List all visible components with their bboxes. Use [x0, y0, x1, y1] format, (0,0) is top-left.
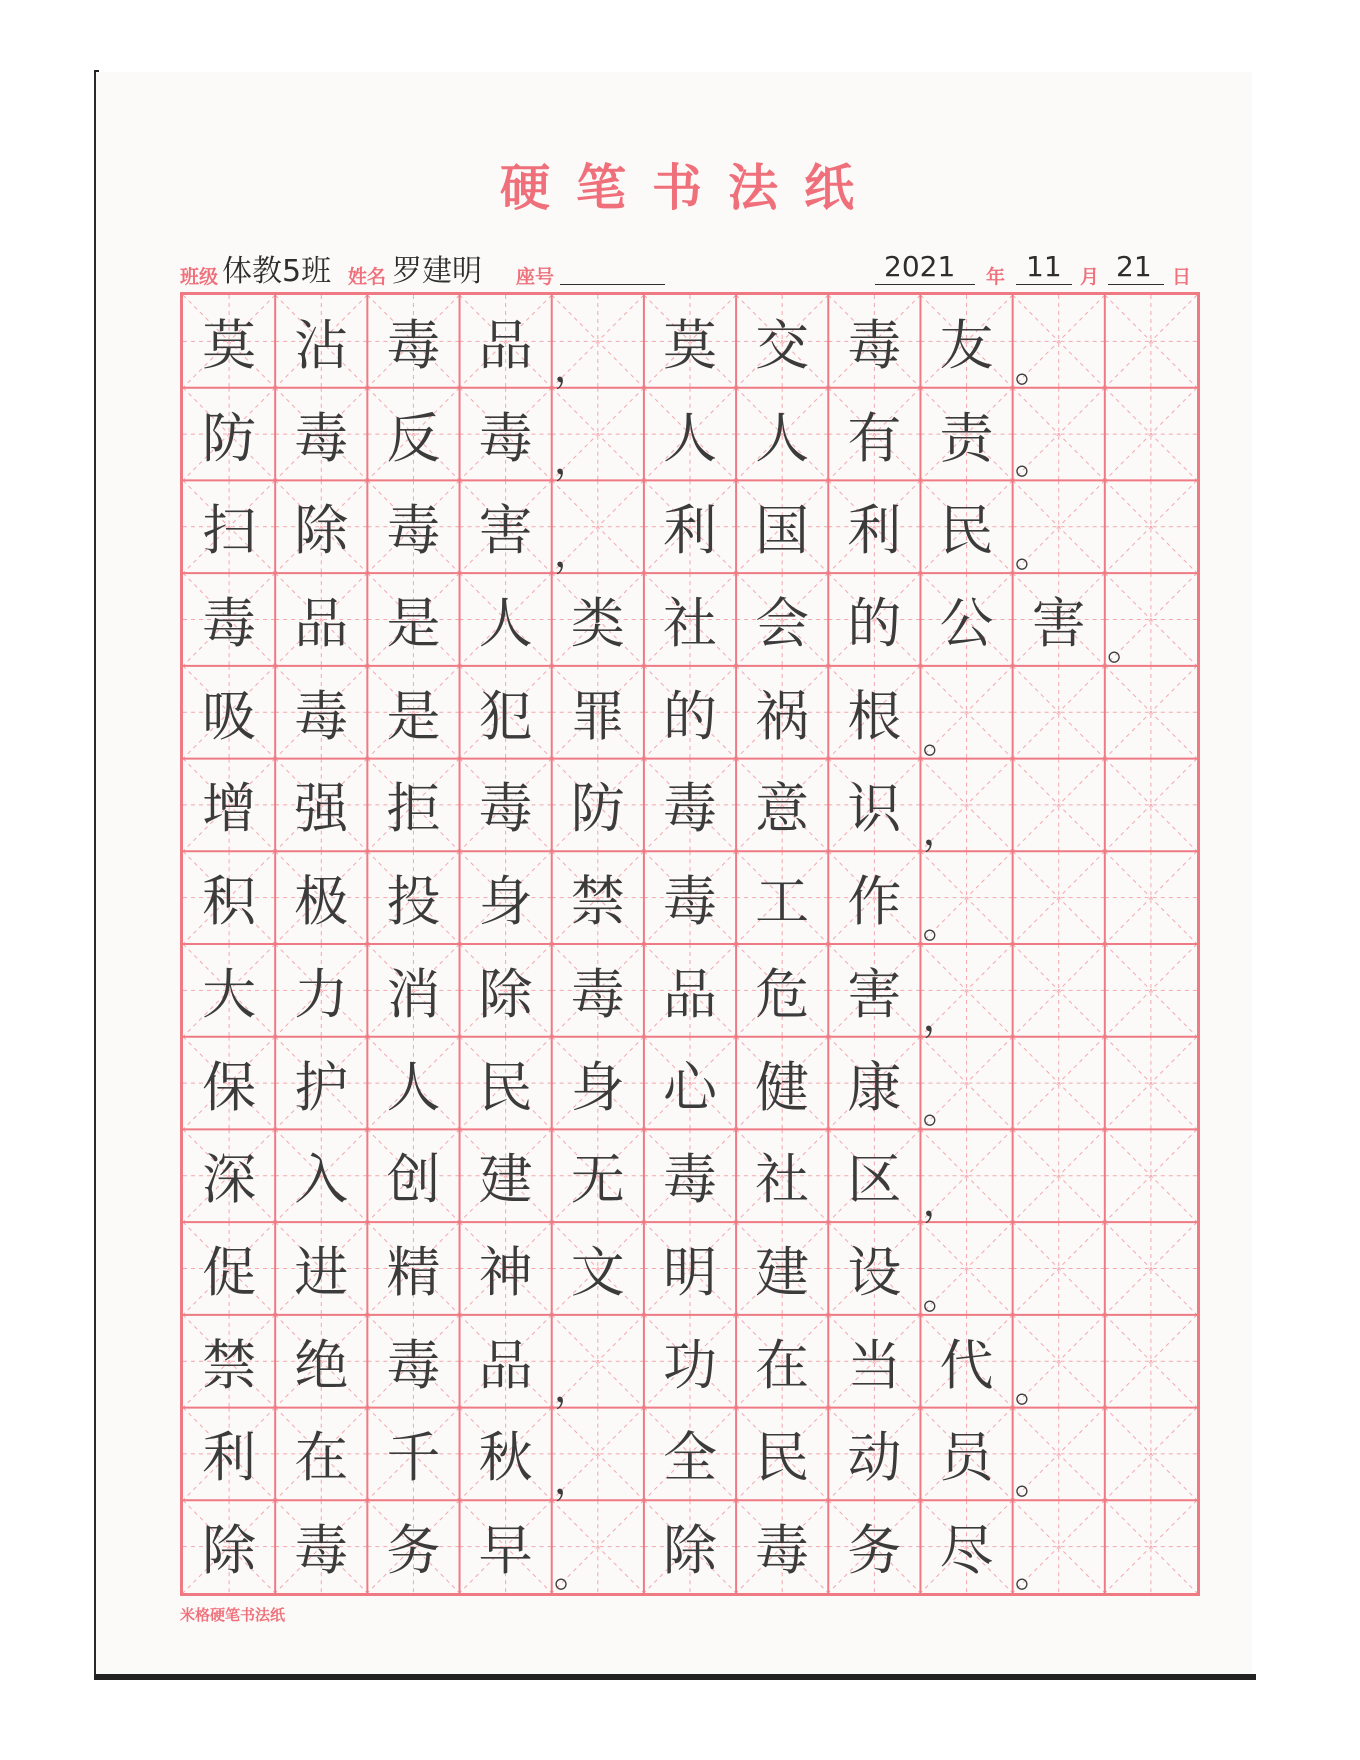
handwritten-char: 民: [939, 499, 994, 563]
handwritten-char: 毒: [478, 406, 533, 470]
comma-mark: ，: [553, 530, 594, 577]
handwritten-char: [1105, 759, 1197, 852]
month-value: 11: [1026, 250, 1062, 283]
handwritten-char: 员: [939, 1426, 994, 1490]
handwritten-char: 无: [570, 1148, 625, 1212]
comma-mark: ，: [553, 1457, 594, 1504]
handwritten-char: 心: [662, 1055, 717, 1119]
handwritten-char: 类: [570, 591, 625, 655]
comma-mark: ，: [553, 1364, 594, 1411]
handwritten-char: 扫: [202, 499, 257, 563]
handwritten-char: 除: [662, 1519, 717, 1583]
text-row: [183, 1129, 1197, 1226]
handwritten-char: 毒: [570, 962, 625, 1026]
handwritten-char: 利: [847, 499, 902, 563]
handwritten-char: [1013, 1222, 1105, 1315]
handwritten-char: 是: [386, 591, 441, 655]
handwritten-char: [1013, 944, 1105, 1037]
handwritten-char: 创: [386, 1148, 441, 1212]
seat-label: 座号: [516, 266, 555, 288]
handwritten-char: 意: [755, 777, 810, 841]
handwritten-char: 毒: [755, 1519, 810, 1583]
handwritten-char: [1013, 759, 1105, 852]
text-row: [183, 1408, 1197, 1504]
handwritten-char: 毒: [294, 1519, 349, 1583]
handwritten-char: 功: [662, 1333, 717, 1397]
handwritten-char: 民: [755, 1426, 810, 1490]
handwritten-char: [1105, 1315, 1197, 1408]
month-label: 月: [1080, 266, 1100, 288]
handwritten-char: 害: [478, 499, 533, 563]
text-row: [183, 388, 1197, 484]
handwritten-char: 除: [294, 499, 349, 563]
handwritten-char: 强: [294, 777, 349, 841]
handwritten-char: 建: [478, 1148, 533, 1212]
handwritten-char: 动: [847, 1426, 902, 1490]
handwritten-char: 建: [755, 1240, 810, 1304]
handwritten-char: 利: [202, 1426, 257, 1490]
handwritten-char: 人: [478, 591, 533, 655]
handwritten-char: 护: [294, 1055, 349, 1119]
handwritten-char: 身: [570, 1055, 625, 1119]
text-row: [183, 1315, 1197, 1411]
handwritten-char: 保: [202, 1055, 257, 1119]
year-underline: [875, 284, 975, 285]
handwritten-char: 全: [662, 1426, 717, 1490]
end-punctuation: 。: [922, 715, 963, 762]
handwritten-char: 在: [294, 1426, 349, 1490]
handwritten-char: 交: [755, 313, 810, 377]
handwritten-char: 入: [294, 1148, 349, 1212]
handwritten-char: 毒: [662, 870, 717, 934]
handwritten-char: 品: [662, 962, 717, 1026]
handwritten-char: 增: [202, 777, 257, 841]
handwritten-char: 害: [1031, 591, 1086, 655]
handwritten-char: [1105, 1500, 1197, 1593]
day-label: 日: [1172, 266, 1192, 288]
handwritten-char: 反: [386, 406, 441, 470]
class-value: 体教5班: [222, 254, 332, 289]
handwritten-char: 毒: [294, 406, 349, 470]
handwritten-char: 品: [478, 1333, 533, 1397]
handwritten-char: [1105, 295, 1197, 388]
handwritten-char: 友: [939, 313, 994, 377]
handwritten-char: 国: [755, 499, 810, 563]
handwritten-char: 品: [478, 313, 533, 377]
name-value: 罗建明: [392, 254, 482, 289]
handwritten-char: 毒: [294, 684, 349, 748]
handwritten-char: 设: [847, 1240, 902, 1304]
end-punctuation: 。: [922, 1271, 963, 1318]
page-title: 硬笔书法纸: [500, 158, 880, 217]
handwritten-char: 务: [847, 1519, 902, 1583]
handwritten-char: 明: [662, 1240, 717, 1304]
handwritten-char: 当: [847, 1333, 902, 1397]
handwritten-char: 祸: [755, 684, 810, 748]
scan-edge-bottom: [94, 1674, 1256, 1680]
class-label: 班级: [180, 266, 219, 288]
handwritten-char: 进: [294, 1240, 349, 1304]
end-punctuation: 。: [1014, 437, 1055, 484]
text-row: [183, 295, 1197, 391]
handwritten-char: 拒: [386, 777, 441, 841]
handwritten-char: 绝: [294, 1333, 349, 1397]
text-row: [183, 480, 1197, 577]
handwritten-char: 康: [847, 1055, 902, 1119]
text-row: [183, 1037, 1197, 1133]
end-punctuation: ，: [922, 993, 963, 1040]
rice-grid: [180, 292, 1200, 1596]
handwritten-char: 利: [662, 499, 717, 563]
end-punctuation: 。: [1014, 1457, 1055, 1504]
handwritten-char: 根: [847, 684, 902, 748]
handwritten-char: 防: [570, 777, 625, 841]
month-underline: [1016, 284, 1072, 285]
header-row: [180, 246, 1200, 289]
text-row: [183, 851, 1197, 947]
handwritten-char: 识: [847, 777, 902, 841]
seat-underline: [560, 284, 665, 285]
text-row: [183, 666, 1197, 762]
handwritten-char: 人: [662, 406, 717, 470]
handwritten-char: 文: [570, 1240, 625, 1304]
handwritten-char: [1105, 851, 1197, 944]
handwritten-char: 社: [662, 591, 717, 655]
handwritten-char: [1105, 666, 1197, 759]
handwritten-char: 人: [386, 1055, 441, 1119]
handwritten-char: 危: [755, 962, 810, 1026]
handwritten-char: 投: [386, 870, 441, 934]
comma-mark: ，: [553, 437, 594, 484]
handwritten-char: 的: [662, 684, 717, 748]
handwritten-char: [1105, 388, 1197, 481]
handwritten-char: 代: [939, 1333, 994, 1397]
end-punctuation: 。: [922, 900, 963, 947]
handwritten-char: 工: [755, 870, 810, 934]
handwritten-char: 防: [202, 406, 257, 470]
handwritten-char: 在: [755, 1333, 810, 1397]
handwritten-char: 千: [386, 1426, 441, 1490]
handwritten-char: 大: [202, 962, 257, 1026]
text-row: [183, 1222, 1197, 1318]
handwritten-char: 是: [386, 684, 441, 748]
handwritten-char: 莫: [662, 313, 717, 377]
handwritten-char: [1013, 1129, 1105, 1222]
handwritten-char: 民: [478, 1055, 533, 1119]
handwritten-char: 毒: [662, 1148, 717, 1212]
handwritten-char: 健: [755, 1055, 810, 1119]
handwritten-char: 害: [847, 962, 902, 1026]
handwritten-char: 作: [847, 870, 902, 934]
year-label: 年: [986, 266, 1006, 288]
handwritten-char: 力: [294, 962, 349, 1026]
handwritten-char: 除: [478, 962, 533, 1026]
text-row: [183, 944, 1197, 1040]
handwritten-char: [1105, 1037, 1197, 1130]
end-punctuation: ，: [922, 1179, 963, 1226]
handwritten-char: 社: [755, 1148, 810, 1212]
end-punctuation: 。: [1106, 622, 1147, 669]
handwritten-char: 毒: [478, 777, 533, 841]
handwritten-char: 深: [202, 1148, 257, 1212]
end-punctuation: 。: [1014, 530, 1055, 577]
name-label: 姓名: [348, 266, 387, 288]
handwritten-char: 的: [847, 591, 902, 655]
footer-label: 米格硬笔书法纸: [180, 1606, 286, 1624]
end-punctuation: ，: [922, 808, 963, 855]
year-value: 2021: [884, 250, 956, 283]
handwritten-char: 精: [386, 1240, 441, 1304]
handwritten-char: 消: [386, 962, 441, 1026]
handwritten-char: 务: [386, 1519, 441, 1583]
handwritten-char: 禁: [570, 870, 625, 934]
handwritten-char: 身: [478, 870, 533, 934]
handwritten-char: 毒: [386, 1333, 441, 1397]
handwritten-char: 禁: [202, 1333, 257, 1397]
day-underline: [1108, 284, 1164, 285]
handwritten-char: 责: [939, 406, 994, 470]
text-row: [183, 759, 1197, 855]
text-row: [183, 1500, 1197, 1596]
end-punctuation: 。: [1014, 1364, 1055, 1411]
handwritten-char: 毒: [202, 591, 257, 655]
end-punctuation: 。: [1014, 1549, 1055, 1596]
handwritten-char: [1105, 944, 1197, 1037]
handwritten-char: 有: [847, 406, 902, 470]
comma-mark: 。: [553, 1549, 594, 1596]
handwritten-char: 犯: [478, 684, 533, 748]
handwritten-char: 沾: [294, 313, 349, 377]
handwritten-char: 区: [847, 1148, 902, 1212]
comma-mark: ，: [553, 344, 594, 391]
handwritten-char: 会: [755, 591, 810, 655]
handwritten-char: [1013, 1037, 1105, 1130]
handwritten-char: 罪: [570, 684, 625, 748]
handwritten-char: 莫: [202, 313, 257, 377]
handwritten-char: 秋: [478, 1426, 533, 1490]
handwritten-char: 人: [755, 406, 810, 470]
handwritten-char: 毒: [386, 313, 441, 377]
text-row: [183, 573, 1197, 669]
handwritten-char: 毒: [386, 499, 441, 563]
handwritten-char: 积: [202, 870, 257, 934]
handwritten-char: [1105, 1408, 1197, 1501]
handwritten-char: 促: [202, 1240, 257, 1304]
handwritten-char: 早: [478, 1519, 533, 1583]
handwritten-char: 毒: [662, 777, 717, 841]
handwritten-char: 除: [202, 1519, 257, 1583]
handwritten-char: [1105, 1222, 1197, 1315]
handwritten-char: [1013, 666, 1105, 759]
end-punctuation: 。: [922, 1086, 963, 1133]
handwritten-char: [1105, 480, 1197, 573]
handwritten-char: 毒: [847, 313, 902, 377]
handwritten-char: 吸: [202, 684, 257, 748]
handwritten-char: 神: [478, 1240, 533, 1304]
day-value: 21: [1116, 250, 1152, 283]
handwritten-char: 尽: [939, 1519, 994, 1583]
end-punctuation: 。: [1014, 344, 1055, 391]
handwritten-char: 极: [294, 870, 349, 934]
handwritten-char: 公: [939, 591, 994, 655]
handwritten-char: [1105, 1129, 1197, 1222]
handwritten-char: [1013, 851, 1105, 944]
handwritten-char: 品: [294, 591, 349, 655]
